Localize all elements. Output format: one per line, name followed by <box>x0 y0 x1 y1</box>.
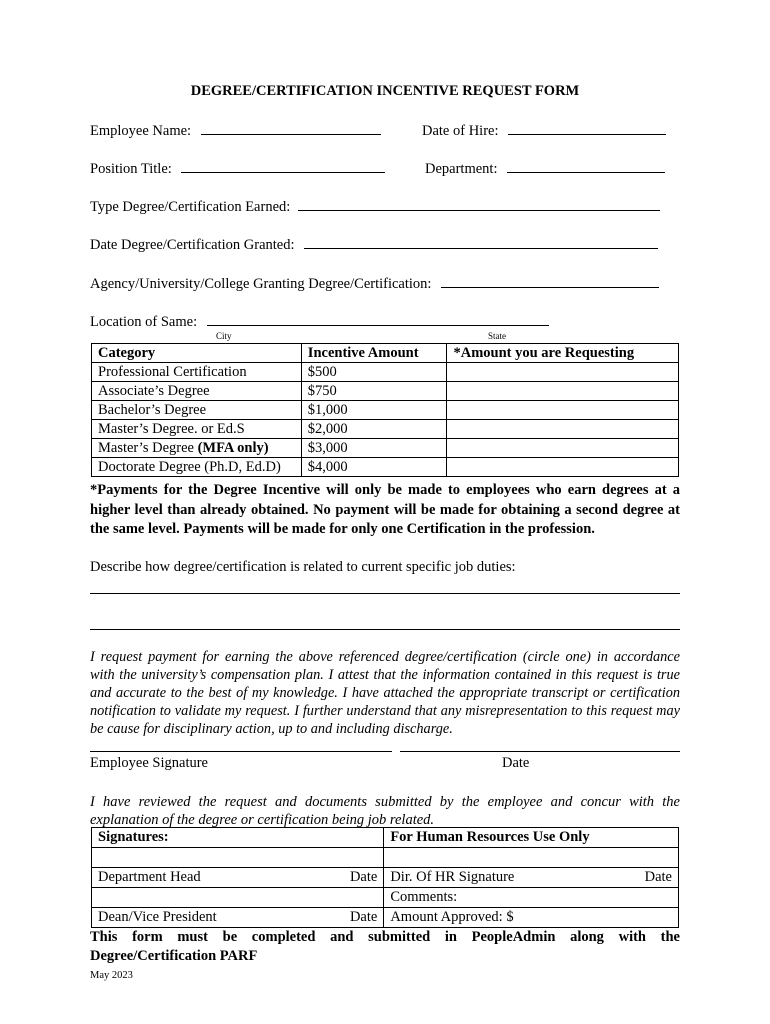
describe-label: Describe how degree/certification is related to current specific job duties: <box>90 559 516 575</box>
dept-head-date-label: Date <box>349 869 378 885</box>
department-label: Department: <box>425 161 498 177</box>
category-cell: Professional Certification <box>92 363 302 382</box>
category-text: Master’s Degree <box>98 439 198 456</box>
form-date: May 2023 <box>90 970 133 981</box>
signatures-header: Signatures: <box>92 828 384 848</box>
date-granted-label: Date Degree/Certification Granted: <box>90 237 295 253</box>
requesting-cell[interactable] <box>447 439 679 458</box>
agency-row <box>90 275 659 293</box>
dean-label: Dean/Vice President <box>98 909 217 925</box>
payment-note: *Payments for the Degree Incentive will only be made to employees who earn degrees at a higher level than already obtained. No payment will be made for obtaining a second degree at the same level. Payments will be made for only one Certification in the profession. <box>90 482 680 537</box>
table-row <box>92 420 679 439</box>
city-caption: City <box>216 331 232 341</box>
amount-cell: $750 <box>301 382 447 401</box>
header-category: Category <box>92 344 302 363</box>
amount-cell: $4,000 <box>301 458 447 477</box>
date-granted-field[interactable] <box>304 236 658 249</box>
approval-blank-row <box>92 848 679 868</box>
date-granted-row <box>90 236 658 254</box>
describe-line-1[interactable] <box>90 593 680 594</box>
position-title-row <box>90 160 385 178</box>
attestation-text: I request payment for earning the above referenced degree/certification (circle one) in accordance with the university’s compensation plan. I attest that the information contained in this request is true and accurate to the best of my knowledge. I have attached the appropriate transcript or certification notification to validate my request. I further understand that any misrepresentation to this request may be cause for disciplinary action, up to and including discharge. <box>90 649 680 737</box>
position-title-label: Position Title: <box>90 161 172 177</box>
approval-row <box>92 888 679 908</box>
incentive-table <box>91 343 679 477</box>
approval-header-row <box>92 828 679 848</box>
department-field[interactable] <box>507 160 665 173</box>
state-caption: State <box>488 331 506 341</box>
date-of-hire-label: Date of Hire: <box>422 123 499 139</box>
dir-hr-label: Dir. Of HR Signature <box>390 869 515 885</box>
dir-hr-cell <box>384 868 679 888</box>
position-title-field[interactable] <box>181 160 385 173</box>
employee-signature-line[interactable] <box>90 751 392 752</box>
agency-label: Agency/University/College Granting Degree/Certification: <box>90 276 432 292</box>
category-cell: Master’s Degree. or Ed.S <box>92 420 302 439</box>
type-degree-field[interactable] <box>298 198 660 211</box>
requesting-cell[interactable] <box>447 458 679 477</box>
agency-field[interactable] <box>441 275 659 288</box>
location-row <box>90 313 549 331</box>
amount-approved-cell[interactable]: Amount Approved: $ <box>384 908 679 928</box>
table-row <box>92 439 679 458</box>
employee-name-label: Employee Name: <box>90 123 192 139</box>
header-incentive-amount: Incentive Amount <box>301 344 447 363</box>
table-row <box>92 401 679 420</box>
category-bold-text: (MFA only) <box>197 439 269 456</box>
dept-head-signature-cell[interactable] <box>92 848 384 868</box>
amount-cell: $2,000 <box>301 420 447 439</box>
describe-line-2[interactable] <box>90 629 680 630</box>
dept-head-cell <box>92 868 384 888</box>
dir-hr-date-label: Date <box>644 869 672 885</box>
category-cell <box>92 439 302 458</box>
dept-head-label: Department Head <box>98 869 201 885</box>
table-row <box>92 382 679 401</box>
category-cell: Associate’s Degree <box>92 382 302 401</box>
amount-cell: $500 <box>301 363 447 382</box>
table-row <box>92 363 679 382</box>
requesting-cell[interactable] <box>447 420 679 439</box>
dean-signature-cell[interactable] <box>92 888 384 908</box>
employee-name-row <box>90 122 381 140</box>
type-degree-label: Type Degree/Certification Earned: <box>90 199 291 215</box>
employee-signature-label: Employee Signature <box>90 755 208 771</box>
category-cell: Doctorate Degree (Ph.D, Ed.D) <box>92 458 302 477</box>
review-text: I have reviewed the request and documents submitted by the employee and concur with the explanation of the degree or certification being job related. <box>90 794 680 828</box>
dean-date-label: Date <box>349 909 378 925</box>
location-field[interactable] <box>207 313 549 326</box>
header-amount-requesting: *Amount you are Requesting <box>447 344 679 363</box>
requesting-cell[interactable] <box>447 363 679 382</box>
page-title: DEGREE/CERTIFICATION INCENTIVE REQUEST FORM <box>190 83 580 99</box>
approval-row <box>92 868 679 888</box>
category-cell: Bachelor’s Degree <box>92 401 302 420</box>
date-of-hire-field[interactable] <box>508 122 666 135</box>
requesting-cell[interactable] <box>447 401 679 420</box>
date-of-hire-row <box>422 122 666 140</box>
hr-use-header: For Human Resources Use Only <box>384 828 679 848</box>
dir-hr-signature-cell[interactable] <box>384 848 679 868</box>
amount-cell: $1,000 <box>301 401 447 420</box>
dean-cell <box>92 908 384 928</box>
department-row <box>425 160 665 178</box>
type-degree-row <box>90 198 660 216</box>
approval-table <box>91 827 679 928</box>
signature-date-label: Date <box>502 755 530 771</box>
approval-row <box>92 908 679 928</box>
table-row <box>92 458 679 477</box>
footer-note: This form must be completed and submitted in PeopleAdmin along with the Degree/Certification PARF <box>90 929 680 964</box>
amount-cell: $3,000 <box>301 439 447 458</box>
employee-name-field[interactable] <box>201 122 381 135</box>
signature-date-line[interactable] <box>400 751 680 752</box>
table-header-row <box>92 344 679 363</box>
requesting-cell[interactable] <box>447 382 679 401</box>
location-label: Location of Same: <box>90 314 198 330</box>
comments-cell[interactable]: Comments: <box>384 888 679 908</box>
